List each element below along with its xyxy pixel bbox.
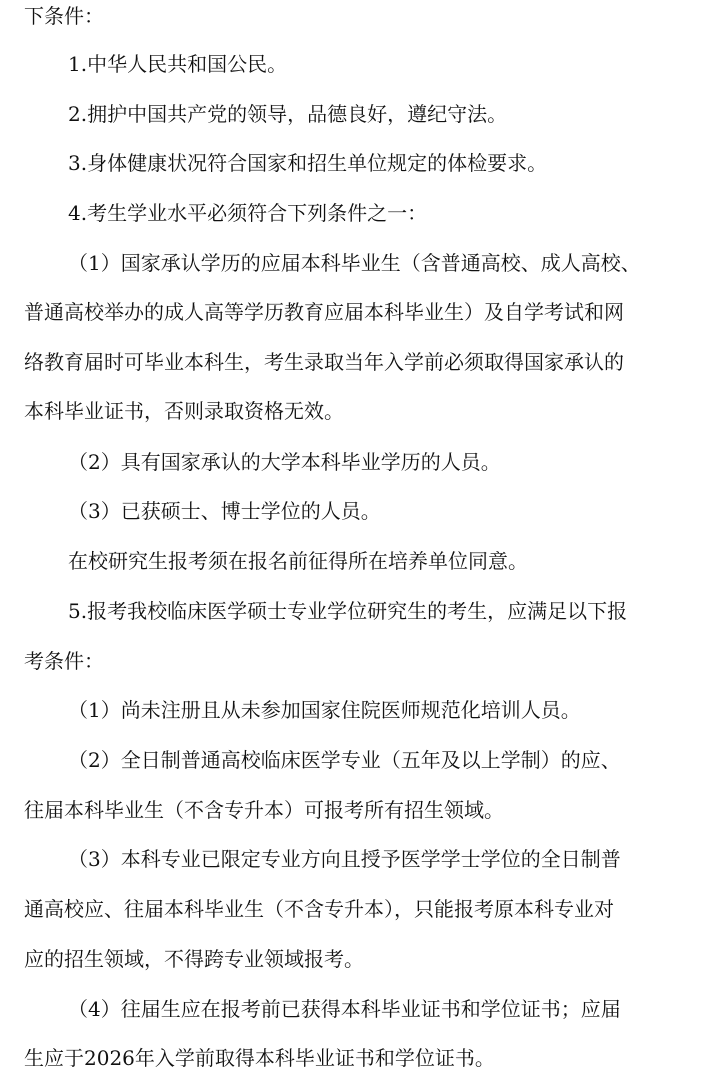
text-line: （2）具有国家承认的大学本科毕业学历的人员。 [68,450,501,474]
text-line: 络教育届时可毕业本科生，考生录取当年入学前必须取得国家承认的 [24,350,624,374]
text-line: 考条件： [24,649,104,673]
text-line: （3）本科专业已限定专业方向且授予医学学士学位的全日制普 [68,847,621,871]
text-line: 生应于2026年入学前取得本科毕业证书和学位证书。 [24,1046,495,1070]
text-line: （4）往届生应在报考前已获得本科毕业证书和学位证书；应届 [68,997,621,1021]
text-line: 往届本科毕业生（不含专升本）可报考所有招生领域。 [24,798,504,822]
text-line: 5.报考我校临床医学硕士专业学位研究生的考生，应满足以下报 [68,599,628,623]
text-line: 1.中华人民共和国公民。 [68,52,288,76]
text-line: （2）全日制普通高校临床医学专业（五年及以上学制）的应、 [68,748,621,772]
text-line: 应的招生领域，不得跨专业领域报考。 [24,947,364,971]
text-line: 本科毕业证书，否则录取资格无效。 [24,399,344,423]
text-line: （3）已获硕士、博士学位的人员。 [68,499,381,523]
text-line: 下条件： [24,4,104,28]
text-line: 在校研究生报考须在报名前征得所在培养单位同意。 [68,549,528,573]
text-line: 4.考生学业水平必须符合下列条件之一： [68,201,428,225]
text-line: 2.拥护中国共产党的领导，品德良好，遵纪守法。 [68,102,508,126]
text-line: 普通高校举办的成人高等学历教育应届本科毕业生）及自学考试和网 [24,300,624,324]
text-line: （1）尚未注册且从未参加国家住院医师规范化培训人员。 [68,698,581,722]
text-line: 3.身体健康状况符合国家和招生单位规定的体检要求。 [68,151,548,175]
text-line: 通高校应、往届本科毕业生（不含专升本），只能报考原本科专业对 [24,897,614,921]
text-line: （1）国家承认学历的应届本科毕业生（含普通高校、成人高校、 [68,251,641,275]
